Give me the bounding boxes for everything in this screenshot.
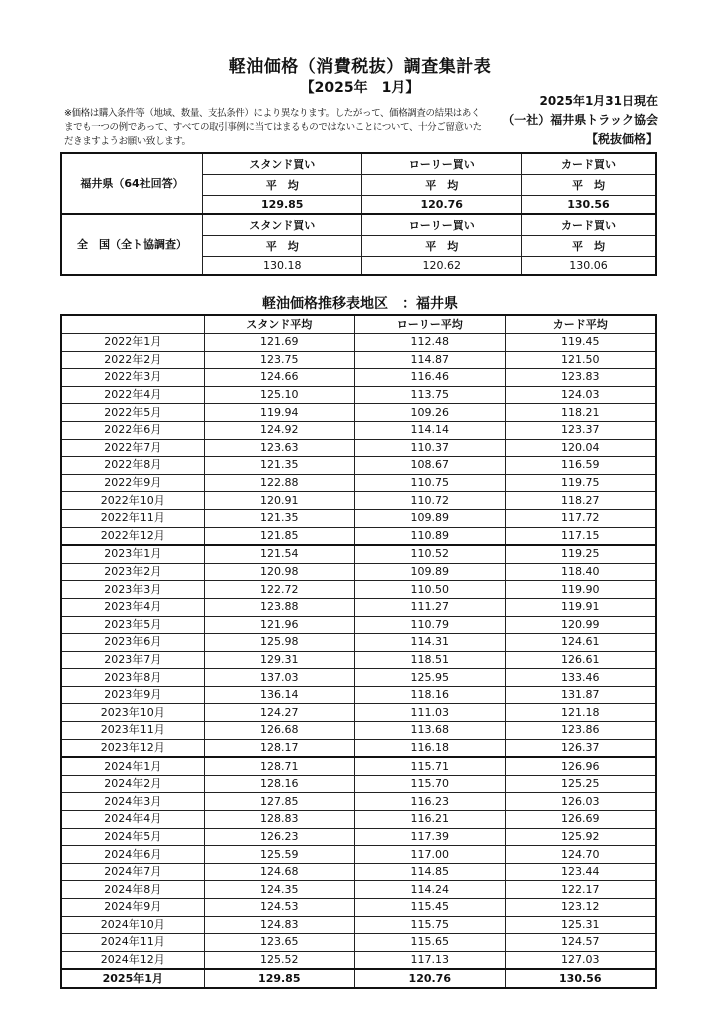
lorry-average-cell: 115.65 [355, 934, 506, 952]
table-row [61, 598, 656, 616]
table-row [61, 722, 656, 740]
stand-average-cell: 129.31 [204, 651, 355, 669]
table-row [61, 775, 656, 793]
card-average-cell: 121.18 [505, 704, 656, 722]
stand-average-cell: 129.85 [204, 969, 355, 988]
trend-header-card: カード平均 [505, 315, 656, 334]
table-row [61, 846, 656, 864]
table-row [61, 669, 656, 687]
card-average-cell: 118.21 [505, 404, 656, 422]
lorry-average-cell: 109.89 [355, 563, 506, 581]
page-subtitle: 【2025年 1月】 [300, 80, 420, 96]
month-cell: 2024年5月 [61, 828, 204, 846]
lorry-average-cell: 113.75 [355, 386, 506, 404]
lorry-average-cell: 120.76 [355, 969, 506, 988]
table-row [61, 916, 656, 934]
stand-average-cell: 124.66 [204, 369, 355, 387]
card-average-cell: 120.04 [505, 439, 656, 457]
card-average-cell: 127.03 [505, 951, 656, 969]
lorry-average-cell: 115.71 [355, 757, 506, 775]
lorry-average-cell: 115.45 [355, 899, 506, 917]
card-average-cell: 119.90 [505, 581, 656, 599]
card-average-cell: 125.31 [505, 916, 656, 934]
national-header-card: カード買い [521, 214, 656, 236]
table-row [61, 369, 656, 387]
card-average-cell: 119.25 [505, 545, 656, 563]
table-row [61, 651, 656, 669]
month-cell: 2024年12月 [61, 951, 204, 969]
month-cell: 2022年1月 [61, 334, 204, 352]
page-title: 軽油価格（消費税抜）調査集計表 [228, 57, 492, 77]
table-row [61, 404, 656, 422]
stand-average-cell: 125.52 [204, 951, 355, 969]
table-row [61, 492, 656, 510]
table-row [61, 969, 656, 988]
stand-average-cell: 123.65 [204, 934, 355, 952]
month-cell: 2022年6月 [61, 421, 204, 439]
lorry-average-cell: 110.89 [355, 527, 506, 545]
table-row [61, 899, 656, 917]
price-trend-table [60, 314, 657, 989]
lorry-average-cell: 111.03 [355, 704, 506, 722]
report-date: 2025年1月31日現在 [539, 94, 658, 108]
card-average-cell: 126.96 [505, 757, 656, 775]
stand-average-cell: 136.14 [204, 686, 355, 704]
lorry-average-cell: 114.14 [355, 421, 506, 439]
card-average-cell: 122.17 [505, 881, 656, 899]
lorry-average-cell: 116.23 [355, 793, 506, 811]
lorry-average-cell: 113.68 [355, 722, 506, 740]
month-cell: 2024年2月 [61, 775, 204, 793]
fukui-sub-card: 平 均 [521, 175, 656, 196]
national-header-stand: スタンド買い [203, 214, 362, 236]
trend-header-month [61, 315, 204, 334]
summary-table [60, 152, 657, 276]
card-average-cell: 123.12 [505, 899, 656, 917]
trend-header-stand: スタンド平均 [204, 315, 355, 334]
month-cell: 2022年2月 [61, 351, 204, 369]
stand-average-cell: 137.03 [204, 669, 355, 687]
trend-body [61, 334, 656, 988]
card-average-cell: 124.57 [505, 934, 656, 952]
lorry-average-cell: 125.95 [355, 669, 506, 687]
month-cell: 2024年4月 [61, 811, 204, 829]
national-value-card: 130.06 [521, 257, 656, 275]
card-average-cell: 131.87 [505, 686, 656, 704]
stand-average-cell: 128.16 [204, 775, 355, 793]
stand-average-cell: 125.10 [204, 386, 355, 404]
stand-average-cell: 121.35 [204, 509, 355, 527]
trend-table-title: 軽油価格推移表地区 ：福井県 [262, 296, 458, 312]
stand-average-cell: 121.85 [204, 527, 355, 545]
stand-average-cell: 124.92 [204, 421, 355, 439]
month-cell: 2024年8月 [61, 881, 204, 899]
fukui-header-stand: スタンド買い [203, 153, 362, 175]
table-row [61, 334, 656, 352]
table-row [61, 828, 656, 846]
month-cell: 2022年4月 [61, 386, 204, 404]
card-average-cell: 118.40 [505, 563, 656, 581]
month-cell: 2022年9月 [61, 474, 204, 492]
lorry-average-cell: 110.37 [355, 439, 506, 457]
fukui-header-lorry: ローリー買い [362, 153, 521, 175]
lorry-average-cell: 117.39 [355, 828, 506, 846]
table-row [61, 704, 656, 722]
month-cell: 2024年7月 [61, 863, 204, 881]
national-value-lorry: 120.62 [362, 257, 521, 275]
card-average-cell: 126.61 [505, 651, 656, 669]
stand-average-cell: 127.85 [204, 793, 355, 811]
national-sub-lorry: 平 均 [362, 236, 521, 257]
stand-average-cell: 124.83 [204, 916, 355, 934]
table-row [61, 474, 656, 492]
card-average-cell: 123.44 [505, 863, 656, 881]
stand-average-cell: 128.71 [204, 757, 355, 775]
card-average-cell: 119.75 [505, 474, 656, 492]
lorry-average-cell: 117.00 [355, 846, 506, 864]
stand-average-cell: 121.96 [204, 616, 355, 634]
lorry-average-cell: 110.75 [355, 474, 506, 492]
month-cell: 2024年3月 [61, 793, 204, 811]
month-cell: 2024年9月 [61, 899, 204, 917]
stand-average-cell: 123.88 [204, 598, 355, 616]
national-sub-card: 平 均 [521, 236, 656, 257]
card-average-cell: 117.72 [505, 509, 656, 527]
card-average-cell: 124.70 [505, 846, 656, 864]
card-average-cell: 117.15 [505, 527, 656, 545]
month-cell: 2022年12月 [61, 527, 204, 545]
card-average-cell: 130.56 [505, 969, 656, 988]
month-cell: 2023年7月 [61, 651, 204, 669]
table-row [61, 421, 656, 439]
card-average-cell: 126.37 [505, 739, 656, 757]
table-row [61, 581, 656, 599]
table-row [61, 509, 656, 527]
card-average-cell: 124.03 [505, 386, 656, 404]
table-row [61, 739, 656, 757]
table-row [61, 351, 656, 369]
lorry-average-cell: 118.16 [355, 686, 506, 704]
report-info [502, 92, 658, 149]
month-cell: 2023年12月 [61, 739, 204, 757]
table-row [61, 951, 656, 969]
table-row [61, 457, 656, 475]
lorry-average-cell: 109.89 [355, 509, 506, 527]
national-sub-stand: 平 均 [203, 236, 362, 257]
stand-average-cell: 126.68 [204, 722, 355, 740]
card-average-cell: 125.25 [505, 775, 656, 793]
stand-average-cell: 124.68 [204, 863, 355, 881]
month-cell: 2022年11月 [61, 509, 204, 527]
table-row [61, 686, 656, 704]
month-cell: 2024年6月 [61, 846, 204, 864]
card-average-cell: 119.45 [505, 334, 656, 352]
lorry-average-cell: 116.46 [355, 369, 506, 387]
month-cell: 2023年2月 [61, 563, 204, 581]
national-value-stand: 130.18 [203, 257, 362, 275]
card-average-cell: 123.83 [505, 369, 656, 387]
lorry-average-cell: 116.21 [355, 811, 506, 829]
month-cell: 2022年8月 [61, 457, 204, 475]
month-cell: 2023年9月 [61, 686, 204, 704]
stand-average-cell: 122.72 [204, 581, 355, 599]
card-average-cell: 124.61 [505, 634, 656, 652]
card-average-cell: 126.69 [505, 811, 656, 829]
card-average-cell: 118.27 [505, 492, 656, 510]
stand-average-cell: 123.63 [204, 439, 355, 457]
stand-average-cell: 126.23 [204, 828, 355, 846]
lorry-average-cell: 111.27 [355, 598, 506, 616]
stand-average-cell: 124.27 [204, 704, 355, 722]
card-average-cell: 116.59 [505, 457, 656, 475]
stand-average-cell: 125.98 [204, 634, 355, 652]
stand-average-cell: 121.54 [204, 545, 355, 563]
table-row [61, 527, 656, 545]
month-cell: 2023年4月 [61, 598, 204, 616]
summary-fukui-header-row [61, 153, 656, 175]
card-average-cell: 125.92 [505, 828, 656, 846]
table-row [61, 616, 656, 634]
table-row [61, 863, 656, 881]
stand-average-cell: 124.35 [204, 881, 355, 899]
fukui-sub-lorry: 平 均 [362, 175, 521, 196]
table-row [61, 757, 656, 775]
month-cell: 2022年3月 [61, 369, 204, 387]
month-cell: 2022年7月 [61, 439, 204, 457]
fukui-sub-stand: 平 均 [203, 175, 362, 196]
month-cell: 2023年1月 [61, 545, 204, 563]
table-row [61, 386, 656, 404]
table-row [61, 881, 656, 899]
fukui-value-lorry: 120.76 [362, 196, 521, 214]
stand-average-cell: 128.83 [204, 811, 355, 829]
lorry-average-cell: 116.18 [355, 739, 506, 757]
card-average-cell: 123.37 [505, 421, 656, 439]
summary-national-header-row [61, 214, 656, 236]
table-row [61, 563, 656, 581]
card-average-cell: 133.46 [505, 669, 656, 687]
month-cell: 2023年5月 [61, 616, 204, 634]
lorry-average-cell: 110.79 [355, 616, 506, 634]
disclaimer-note: ※価格は購入条件等（地域、数量、支払条件）により異なります。したがって、価格調査の結果はあくまでも一つの例であって、すべての取引事例に当てはまるものではないことについて、十分ご留意いただきますようお願い致します。 [64, 108, 482, 147]
national-header-lorry: ローリー買い [362, 214, 521, 236]
tax-note: 【税抜価格】 [585, 132, 658, 146]
lorry-average-cell: 114.24 [355, 881, 506, 899]
table-row [61, 545, 656, 563]
month-cell: 2024年11月 [61, 934, 204, 952]
table-row [61, 934, 656, 952]
table-row [61, 634, 656, 652]
lorry-average-cell: 115.75 [355, 916, 506, 934]
month-cell: 2022年5月 [61, 404, 204, 422]
fukui-header-card: カード買い [521, 153, 656, 175]
stand-average-cell: 124.53 [204, 899, 355, 917]
month-cell: 2023年10月 [61, 704, 204, 722]
lorry-average-cell: 114.31 [355, 634, 506, 652]
lorry-average-cell: 108.67 [355, 457, 506, 475]
stand-average-cell: 120.98 [204, 563, 355, 581]
lorry-average-cell: 115.70 [355, 775, 506, 793]
trend-header-lorry: ローリー平均 [355, 315, 506, 334]
lorry-average-cell: 110.52 [355, 545, 506, 563]
stand-average-cell: 120.91 [204, 492, 355, 510]
stand-average-cell: 128.17 [204, 739, 355, 757]
month-cell: 2023年3月 [61, 581, 204, 599]
stand-average-cell: 121.35 [204, 457, 355, 475]
month-cell: 2024年1月 [61, 757, 204, 775]
lorry-average-cell: 114.87 [355, 351, 506, 369]
card-average-cell: 119.91 [505, 598, 656, 616]
month-cell: 2023年8月 [61, 669, 204, 687]
month-cell: 2025年1月 [61, 969, 204, 988]
stand-average-cell: 123.75 [204, 351, 355, 369]
card-average-cell: 120.99 [505, 616, 656, 634]
lorry-average-cell: 109.26 [355, 404, 506, 422]
trend-header-row [61, 315, 656, 334]
month-cell: 2022年10月 [61, 492, 204, 510]
stand-average-cell: 121.69 [204, 334, 355, 352]
table-row [61, 793, 656, 811]
fukui-value-stand: 129.85 [203, 196, 362, 214]
table-row [61, 811, 656, 829]
table-row [61, 439, 656, 457]
lorry-average-cell: 117.13 [355, 951, 506, 969]
stand-average-cell: 125.59 [204, 846, 355, 864]
stand-average-cell: 119.94 [204, 404, 355, 422]
card-average-cell: 123.86 [505, 722, 656, 740]
lorry-average-cell: 118.51 [355, 651, 506, 669]
fukui-label: 福井県（64社回答） [61, 153, 203, 214]
lorry-average-cell: 110.72 [355, 492, 506, 510]
organization-name: （一社）福井県トラック協会 [502, 113, 658, 127]
month-cell: 2023年11月 [61, 722, 204, 740]
lorry-average-cell: 112.48 [355, 334, 506, 352]
national-label: 全 国（全ト協調査） [61, 214, 203, 275]
lorry-average-cell: 110.50 [355, 581, 506, 599]
fukui-value-card: 130.56 [521, 196, 656, 214]
month-cell: 2023年6月 [61, 634, 204, 652]
lorry-average-cell: 114.85 [355, 863, 506, 881]
month-cell: 2024年10月 [61, 916, 204, 934]
card-average-cell: 126.03 [505, 793, 656, 811]
card-average-cell: 121.50 [505, 351, 656, 369]
stand-average-cell: 122.88 [204, 474, 355, 492]
